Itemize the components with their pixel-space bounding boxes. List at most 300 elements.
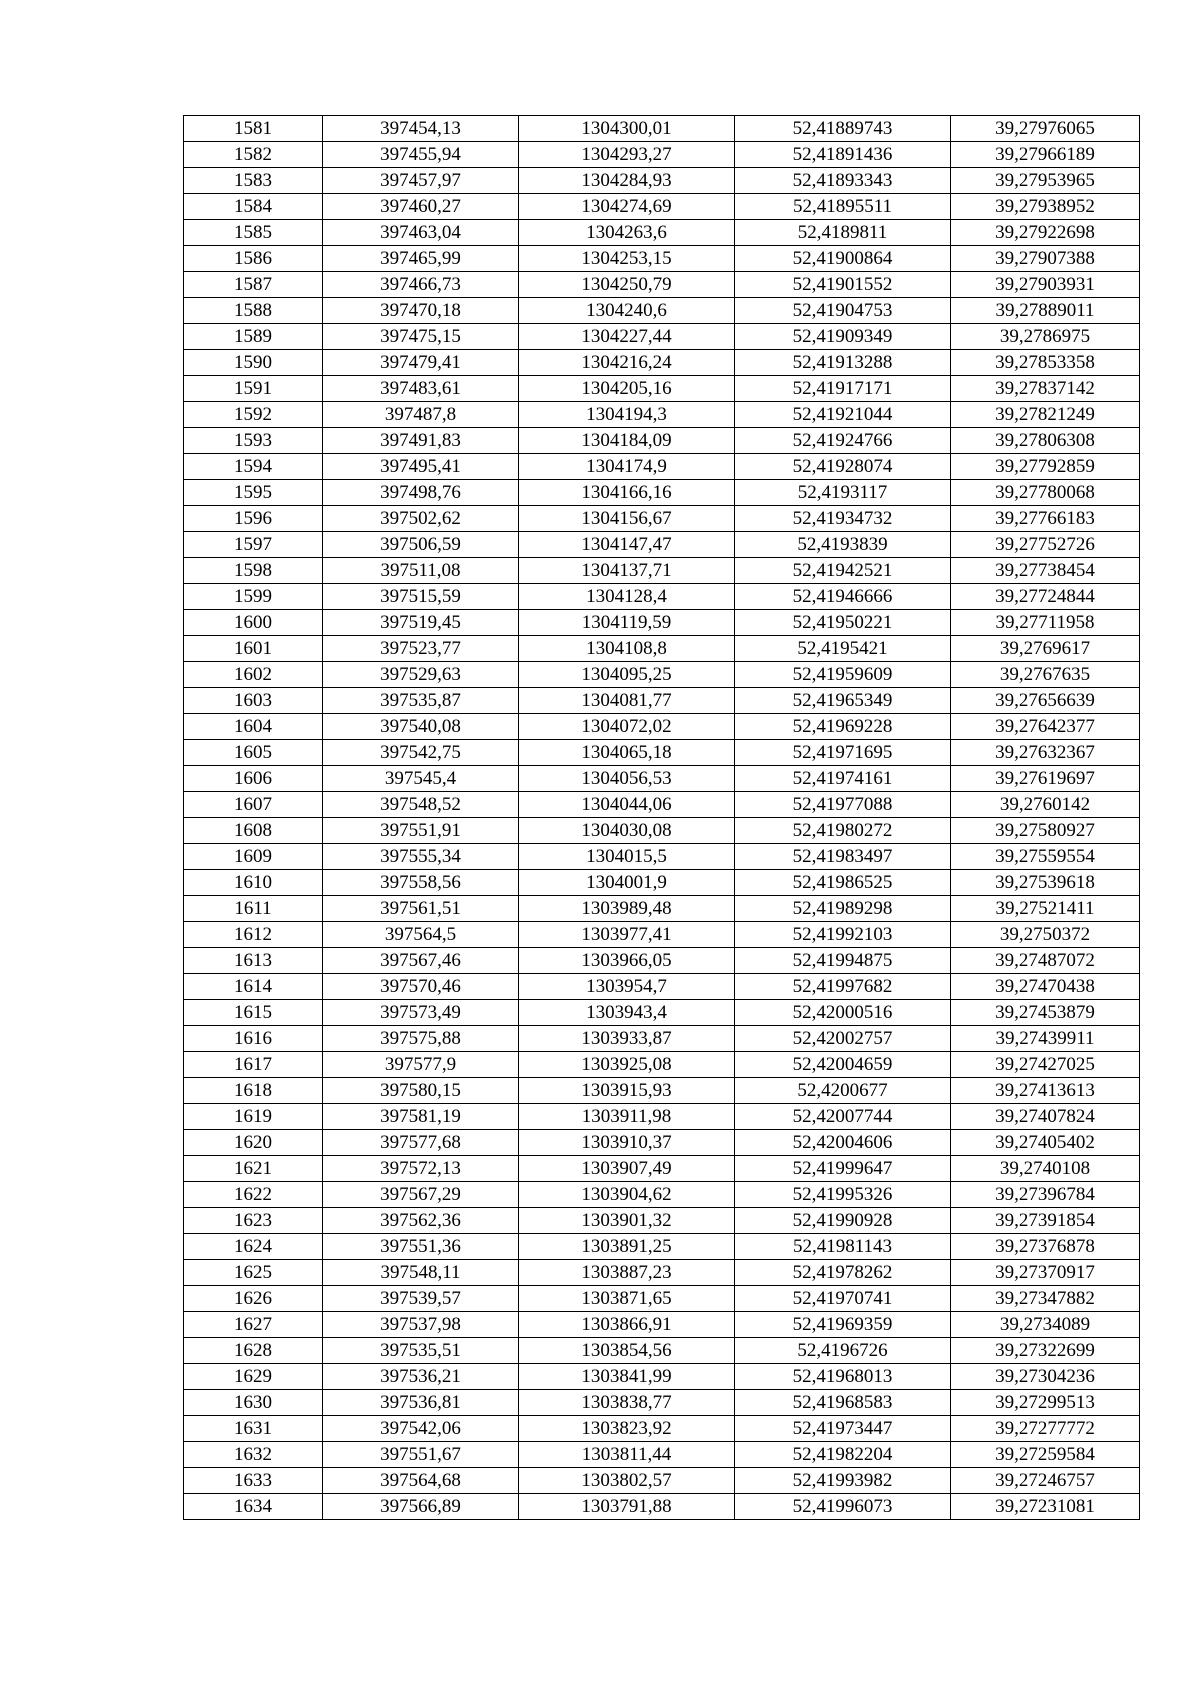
latitude-cell: 52,41997682 xyxy=(735,974,951,1000)
longitude-cell: 39,27427025 xyxy=(951,1052,1140,1078)
latitude-cell: 52,41993982 xyxy=(735,1468,951,1494)
latitude-cell: 52,4200677 xyxy=(735,1078,951,1104)
y-coordinate-cell: 1303811,44 xyxy=(519,1442,735,1468)
x-coordinate-cell: 397540,08 xyxy=(323,714,519,740)
latitude-cell: 52,41950221 xyxy=(735,610,951,636)
latitude-cell: 52,41983497 xyxy=(735,844,951,870)
y-coordinate-cell: 1304156,67 xyxy=(519,506,735,532)
y-coordinate-cell: 1304293,27 xyxy=(519,142,735,168)
x-coordinate-cell: 397570,46 xyxy=(323,974,519,1000)
y-coordinate-cell: 1304240,6 xyxy=(519,298,735,324)
table-row xyxy=(184,1494,1140,1520)
point-number-cell: 1605 xyxy=(184,740,323,766)
longitude-cell: 39,27405402 xyxy=(951,1130,1140,1156)
point-number-cell: 1627 xyxy=(184,1312,323,1338)
y-coordinate-cell: 1304044,06 xyxy=(519,792,735,818)
longitude-cell: 39,2740108 xyxy=(951,1156,1140,1182)
latitude-cell: 52,41917171 xyxy=(735,376,951,402)
table-row xyxy=(184,480,1140,506)
table-row xyxy=(184,1000,1140,1026)
point-number-cell: 1612 xyxy=(184,922,323,948)
y-coordinate-cell: 1303977,41 xyxy=(519,922,735,948)
x-coordinate-cell: 397548,11 xyxy=(323,1260,519,1286)
y-coordinate-cell: 1304263,6 xyxy=(519,220,735,246)
longitude-cell: 39,27259584 xyxy=(951,1442,1140,1468)
y-coordinate-cell: 1304253,15 xyxy=(519,246,735,272)
longitude-cell: 39,27439911 xyxy=(951,1026,1140,1052)
point-number-cell: 1615 xyxy=(184,1000,323,1026)
point-number-cell: 1620 xyxy=(184,1130,323,1156)
x-coordinate-cell: 397511,08 xyxy=(323,558,519,584)
x-coordinate-cell: 397502,62 xyxy=(323,506,519,532)
table-row xyxy=(184,1234,1140,1260)
table-row xyxy=(184,220,1140,246)
point-number-cell: 1611 xyxy=(184,896,323,922)
table-row xyxy=(184,1104,1140,1130)
y-coordinate-cell: 1304081,77 xyxy=(519,688,735,714)
point-number-cell: 1610 xyxy=(184,870,323,896)
longitude-cell: 39,27407824 xyxy=(951,1104,1140,1130)
table-row xyxy=(184,948,1140,974)
table-row xyxy=(184,1078,1140,1104)
y-coordinate-cell: 1304166,16 xyxy=(519,480,735,506)
point-number-cell: 1607 xyxy=(184,792,323,818)
longitude-cell: 39,27470438 xyxy=(951,974,1140,1000)
table-row xyxy=(184,1338,1140,1364)
y-coordinate-cell: 1304216,24 xyxy=(519,350,735,376)
table-row xyxy=(184,1468,1140,1494)
longitude-cell: 39,27656639 xyxy=(951,688,1140,714)
latitude-cell: 52,41977088 xyxy=(735,792,951,818)
longitude-cell: 39,27539618 xyxy=(951,870,1140,896)
latitude-cell: 52,41994875 xyxy=(735,948,951,974)
longitude-cell: 39,27938952 xyxy=(951,194,1140,220)
point-number-cell: 1602 xyxy=(184,662,323,688)
table-row xyxy=(184,1364,1140,1390)
longitude-cell: 39,27370917 xyxy=(951,1260,1140,1286)
x-coordinate-cell: 397580,15 xyxy=(323,1078,519,1104)
latitude-cell: 52,41942521 xyxy=(735,558,951,584)
y-coordinate-cell: 1304072,02 xyxy=(519,714,735,740)
table-row xyxy=(184,896,1140,922)
latitude-cell: 52,41980272 xyxy=(735,818,951,844)
y-coordinate-cell: 1303910,37 xyxy=(519,1130,735,1156)
latitude-cell: 52,4195421 xyxy=(735,636,951,662)
point-number-cell: 1592 xyxy=(184,402,323,428)
latitude-cell: 52,41965349 xyxy=(735,688,951,714)
x-coordinate-cell: 397454,13 xyxy=(323,116,519,142)
table-row xyxy=(184,298,1140,324)
y-coordinate-cell: 1303907,49 xyxy=(519,1156,735,1182)
y-coordinate-cell: 1303904,62 xyxy=(519,1182,735,1208)
table-row xyxy=(184,740,1140,766)
y-coordinate-cell: 1303954,7 xyxy=(519,974,735,1000)
point-number-cell: 1628 xyxy=(184,1338,323,1364)
table-row xyxy=(184,1208,1140,1234)
x-coordinate-cell: 397564,68 xyxy=(323,1468,519,1494)
y-coordinate-cell: 1304015,5 xyxy=(519,844,735,870)
y-coordinate-cell: 1303887,23 xyxy=(519,1260,735,1286)
table-row xyxy=(184,662,1140,688)
latitude-cell: 52,41992103 xyxy=(735,922,951,948)
latitude-cell: 52,4193839 xyxy=(735,532,951,558)
y-coordinate-cell: 1303838,77 xyxy=(519,1390,735,1416)
y-coordinate-cell: 1304274,69 xyxy=(519,194,735,220)
y-coordinate-cell: 1304284,93 xyxy=(519,168,735,194)
x-coordinate-cell: 397519,45 xyxy=(323,610,519,636)
point-number-cell: 1624 xyxy=(184,1234,323,1260)
x-coordinate-cell: 397551,91 xyxy=(323,818,519,844)
y-coordinate-cell: 1303823,92 xyxy=(519,1416,735,1442)
point-number-cell: 1631 xyxy=(184,1416,323,1442)
y-coordinate-cell: 1304108,8 xyxy=(519,636,735,662)
x-coordinate-cell: 397572,13 xyxy=(323,1156,519,1182)
table-row xyxy=(184,1442,1140,1468)
table-row xyxy=(184,1052,1140,1078)
longitude-cell: 39,27711958 xyxy=(951,610,1140,636)
latitude-cell: 52,41981143 xyxy=(735,1234,951,1260)
x-coordinate-cell: 397562,36 xyxy=(323,1208,519,1234)
y-coordinate-cell: 1304137,71 xyxy=(519,558,735,584)
table-row xyxy=(184,142,1140,168)
latitude-cell: 52,41895511 xyxy=(735,194,951,220)
y-coordinate-cell: 1303791,88 xyxy=(519,1494,735,1520)
x-coordinate-cell: 397479,41 xyxy=(323,350,519,376)
longitude-cell: 39,27347882 xyxy=(951,1286,1140,1312)
y-coordinate-cell: 1303901,32 xyxy=(519,1208,735,1234)
point-number-cell: 1630 xyxy=(184,1390,323,1416)
latitude-cell: 52,42004659 xyxy=(735,1052,951,1078)
latitude-cell: 52,41986525 xyxy=(735,870,951,896)
latitude-cell: 52,41891436 xyxy=(735,142,951,168)
latitude-cell: 52,41901552 xyxy=(735,272,951,298)
latitude-cell: 52,41995326 xyxy=(735,1182,951,1208)
x-coordinate-cell: 397463,04 xyxy=(323,220,519,246)
latitude-cell: 52,4189811 xyxy=(735,220,951,246)
longitude-cell: 39,27792859 xyxy=(951,454,1140,480)
table-row xyxy=(184,1416,1140,1442)
latitude-cell: 52,41974161 xyxy=(735,766,951,792)
x-coordinate-cell: 397535,51 xyxy=(323,1338,519,1364)
point-number-cell: 1614 xyxy=(184,974,323,1000)
table-row xyxy=(184,870,1140,896)
x-coordinate-cell: 397548,52 xyxy=(323,792,519,818)
longitude-cell: 39,27632367 xyxy=(951,740,1140,766)
latitude-cell: 52,41996073 xyxy=(735,1494,951,1520)
table-row xyxy=(184,376,1140,402)
table-row xyxy=(184,272,1140,298)
longitude-cell: 39,27976065 xyxy=(951,116,1140,142)
table-row xyxy=(184,688,1140,714)
x-coordinate-cell: 397555,34 xyxy=(323,844,519,870)
longitude-cell: 39,27304236 xyxy=(951,1364,1140,1390)
y-coordinate-cell: 1304001,9 xyxy=(519,870,735,896)
point-number-cell: 1587 xyxy=(184,272,323,298)
longitude-cell: 39,27580927 xyxy=(951,818,1140,844)
point-number-cell: 1593 xyxy=(184,428,323,454)
table-row xyxy=(184,168,1140,194)
x-coordinate-cell: 397536,81 xyxy=(323,1390,519,1416)
table-row xyxy=(184,506,1140,532)
longitude-cell: 39,2769617 xyxy=(951,636,1140,662)
point-number-cell: 1625 xyxy=(184,1260,323,1286)
latitude-cell: 52,41982204 xyxy=(735,1442,951,1468)
table-row xyxy=(184,922,1140,948)
table-row xyxy=(184,350,1140,376)
longitude-cell: 39,27738454 xyxy=(951,558,1140,584)
y-coordinate-cell: 1303854,56 xyxy=(519,1338,735,1364)
latitude-cell: 52,41999647 xyxy=(735,1156,951,1182)
x-coordinate-cell: 397573,49 xyxy=(323,1000,519,1026)
latitude-cell: 52,41889743 xyxy=(735,116,951,142)
table-row xyxy=(184,324,1140,350)
x-coordinate-cell: 397498,76 xyxy=(323,480,519,506)
latitude-cell: 52,41971695 xyxy=(735,740,951,766)
y-coordinate-cell: 1303841,99 xyxy=(519,1364,735,1390)
point-number-cell: 1590 xyxy=(184,350,323,376)
longitude-cell: 39,27922698 xyxy=(951,220,1140,246)
y-coordinate-cell: 1304227,44 xyxy=(519,324,735,350)
latitude-cell: 52,41900864 xyxy=(735,246,951,272)
longitude-cell: 39,27453879 xyxy=(951,1000,1140,1026)
y-coordinate-cell: 1304065,18 xyxy=(519,740,735,766)
latitude-cell: 52,41934732 xyxy=(735,506,951,532)
x-coordinate-cell: 397475,15 xyxy=(323,324,519,350)
table-row xyxy=(184,714,1140,740)
table-row xyxy=(184,454,1140,480)
y-coordinate-cell: 1304147,47 xyxy=(519,532,735,558)
latitude-cell: 52,41970741 xyxy=(735,1286,951,1312)
x-coordinate-cell: 397455,94 xyxy=(323,142,519,168)
x-coordinate-cell: 397567,46 xyxy=(323,948,519,974)
y-coordinate-cell: 1304184,09 xyxy=(519,428,735,454)
table-row xyxy=(184,1390,1140,1416)
point-number-cell: 1617 xyxy=(184,1052,323,1078)
latitude-cell: 52,41913288 xyxy=(735,350,951,376)
point-number-cell: 1594 xyxy=(184,454,323,480)
y-coordinate-cell: 1304194,3 xyxy=(519,402,735,428)
point-number-cell: 1634 xyxy=(184,1494,323,1520)
table-row xyxy=(184,428,1140,454)
longitude-cell: 39,27391854 xyxy=(951,1208,1140,1234)
point-number-cell: 1608 xyxy=(184,818,323,844)
y-coordinate-cell: 1304128,4 xyxy=(519,584,735,610)
point-number-cell: 1597 xyxy=(184,532,323,558)
latitude-cell: 52,41968013 xyxy=(735,1364,951,1390)
longitude-cell: 39,27889011 xyxy=(951,298,1140,324)
longitude-cell: 39,27642377 xyxy=(951,714,1140,740)
table-row xyxy=(184,1260,1140,1286)
latitude-cell: 52,41924766 xyxy=(735,428,951,454)
x-coordinate-cell: 397483,61 xyxy=(323,376,519,402)
latitude-cell: 52,41969228 xyxy=(735,714,951,740)
point-number-cell: 1626 xyxy=(184,1286,323,1312)
x-coordinate-cell: 397542,06 xyxy=(323,1416,519,1442)
x-coordinate-cell: 397551,36 xyxy=(323,1234,519,1260)
longitude-cell: 39,2734089 xyxy=(951,1312,1140,1338)
x-coordinate-cell: 397581,19 xyxy=(323,1104,519,1130)
point-number-cell: 1584 xyxy=(184,194,323,220)
longitude-cell: 39,27277772 xyxy=(951,1416,1140,1442)
point-number-cell: 1629 xyxy=(184,1364,323,1390)
point-number-cell: 1601 xyxy=(184,636,323,662)
table-row xyxy=(184,844,1140,870)
x-coordinate-cell: 397460,27 xyxy=(323,194,519,220)
longitude-cell: 39,2786975 xyxy=(951,324,1140,350)
longitude-cell: 39,27487072 xyxy=(951,948,1140,974)
x-coordinate-cell: 397542,75 xyxy=(323,740,519,766)
x-coordinate-cell: 397465,99 xyxy=(323,246,519,272)
longitude-cell: 39,27396784 xyxy=(951,1182,1140,1208)
table-row xyxy=(184,116,1140,142)
x-coordinate-cell: 397537,98 xyxy=(323,1312,519,1338)
point-number-cell: 1581 xyxy=(184,116,323,142)
latitude-cell: 52,41978262 xyxy=(735,1260,951,1286)
latitude-cell: 52,41969359 xyxy=(735,1312,951,1338)
point-number-cell: 1598 xyxy=(184,558,323,584)
point-number-cell: 1583 xyxy=(184,168,323,194)
latitude-cell: 52,41946666 xyxy=(735,584,951,610)
x-coordinate-cell: 397487,8 xyxy=(323,402,519,428)
y-coordinate-cell: 1303989,48 xyxy=(519,896,735,922)
y-coordinate-cell: 1303891,25 xyxy=(519,1234,735,1260)
point-number-cell: 1621 xyxy=(184,1156,323,1182)
point-number-cell: 1622 xyxy=(184,1182,323,1208)
longitude-cell: 39,27231081 xyxy=(951,1494,1140,1520)
table-row xyxy=(184,1026,1140,1052)
x-coordinate-cell: 397495,41 xyxy=(323,454,519,480)
latitude-cell: 52,4196726 xyxy=(735,1338,951,1364)
longitude-cell: 39,27521411 xyxy=(951,896,1140,922)
longitude-cell: 39,27766183 xyxy=(951,506,1140,532)
y-coordinate-cell: 1303966,05 xyxy=(519,948,735,974)
point-number-cell: 1600 xyxy=(184,610,323,636)
y-coordinate-cell: 1304095,25 xyxy=(519,662,735,688)
x-coordinate-cell: 397466,73 xyxy=(323,272,519,298)
table-row xyxy=(184,818,1140,844)
y-coordinate-cell: 1303866,91 xyxy=(519,1312,735,1338)
x-coordinate-cell: 397577,68 xyxy=(323,1130,519,1156)
x-coordinate-cell: 397470,18 xyxy=(323,298,519,324)
y-coordinate-cell: 1303933,87 xyxy=(519,1026,735,1052)
longitude-cell: 39,27821249 xyxy=(951,402,1140,428)
table-row xyxy=(184,246,1140,272)
latitude-cell: 52,41990928 xyxy=(735,1208,951,1234)
point-number-cell: 1618 xyxy=(184,1078,323,1104)
point-number-cell: 1591 xyxy=(184,376,323,402)
point-number-cell: 1586 xyxy=(184,246,323,272)
point-number-cell: 1616 xyxy=(184,1026,323,1052)
point-number-cell: 1609 xyxy=(184,844,323,870)
longitude-cell: 39,27413613 xyxy=(951,1078,1140,1104)
table-row xyxy=(184,532,1140,558)
x-coordinate-cell: 397558,56 xyxy=(323,870,519,896)
latitude-cell: 52,41968583 xyxy=(735,1390,951,1416)
latitude-cell: 52,41921044 xyxy=(735,402,951,428)
point-number-cell: 1604 xyxy=(184,714,323,740)
point-number-cell: 1623 xyxy=(184,1208,323,1234)
y-coordinate-cell: 1304030,08 xyxy=(519,818,735,844)
table-row xyxy=(184,792,1140,818)
table-row xyxy=(184,1312,1140,1338)
point-number-cell: 1599 xyxy=(184,584,323,610)
longitude-cell: 39,27903931 xyxy=(951,272,1140,298)
longitude-cell: 39,27806308 xyxy=(951,428,1140,454)
longitude-cell: 39,27322699 xyxy=(951,1338,1140,1364)
x-coordinate-cell: 397561,51 xyxy=(323,896,519,922)
x-coordinate-cell: 397567,29 xyxy=(323,1182,519,1208)
longitude-cell: 39,2760142 xyxy=(951,792,1140,818)
x-coordinate-cell: 397577,9 xyxy=(323,1052,519,1078)
latitude-cell: 52,42002757 xyxy=(735,1026,951,1052)
longitude-cell: 39,2750372 xyxy=(951,922,1140,948)
y-coordinate-cell: 1303802,57 xyxy=(519,1468,735,1494)
latitude-cell: 52,41904753 xyxy=(735,298,951,324)
longitude-cell: 39,27559554 xyxy=(951,844,1140,870)
point-number-cell: 1606 xyxy=(184,766,323,792)
point-number-cell: 1595 xyxy=(184,480,323,506)
point-number-cell: 1613 xyxy=(184,948,323,974)
y-coordinate-cell: 1304250,79 xyxy=(519,272,735,298)
point-number-cell: 1633 xyxy=(184,1468,323,1494)
x-coordinate-cell: 397566,89 xyxy=(323,1494,519,1520)
point-number-cell: 1585 xyxy=(184,220,323,246)
y-coordinate-cell: 1304174,9 xyxy=(519,454,735,480)
latitude-cell: 52,41909349 xyxy=(735,324,951,350)
point-number-cell: 1619 xyxy=(184,1104,323,1130)
table-row xyxy=(184,194,1140,220)
x-coordinate-cell: 397506,59 xyxy=(323,532,519,558)
longitude-cell: 39,27907388 xyxy=(951,246,1140,272)
longitude-cell: 39,27780068 xyxy=(951,480,1140,506)
coordinates-table-body xyxy=(184,116,1140,1520)
longitude-cell: 39,27953965 xyxy=(951,168,1140,194)
table-row xyxy=(184,974,1140,1000)
coordinates-table xyxy=(183,115,1140,1520)
longitude-cell: 39,27853358 xyxy=(951,350,1140,376)
table-row xyxy=(184,636,1140,662)
table-row xyxy=(184,1286,1140,1312)
y-coordinate-cell: 1303943,4 xyxy=(519,1000,735,1026)
table-row xyxy=(184,1130,1140,1156)
table-row xyxy=(184,766,1140,792)
point-number-cell: 1582 xyxy=(184,142,323,168)
latitude-cell: 52,41989298 xyxy=(735,896,951,922)
latitude-cell: 52,42007744 xyxy=(735,1104,951,1130)
table-row xyxy=(184,558,1140,584)
y-coordinate-cell: 1303871,65 xyxy=(519,1286,735,1312)
latitude-cell: 52,42000516 xyxy=(735,1000,951,1026)
longitude-cell: 39,27299513 xyxy=(951,1390,1140,1416)
table-row xyxy=(184,402,1140,428)
x-coordinate-cell: 397545,4 xyxy=(323,766,519,792)
x-coordinate-cell: 397457,97 xyxy=(323,168,519,194)
y-coordinate-cell: 1304205,16 xyxy=(519,376,735,402)
longitude-cell: 39,27752726 xyxy=(951,532,1140,558)
x-coordinate-cell: 397564,5 xyxy=(323,922,519,948)
latitude-cell: 52,41959609 xyxy=(735,662,951,688)
y-coordinate-cell: 1303915,93 xyxy=(519,1078,735,1104)
longitude-cell: 39,2767635 xyxy=(951,662,1140,688)
table-row xyxy=(184,1156,1140,1182)
y-coordinate-cell: 1304300,01 xyxy=(519,116,735,142)
y-coordinate-cell: 1303925,08 xyxy=(519,1052,735,1078)
y-coordinate-cell: 1304056,53 xyxy=(519,766,735,792)
point-number-cell: 1596 xyxy=(184,506,323,532)
x-coordinate-cell: 397575,88 xyxy=(323,1026,519,1052)
longitude-cell: 39,27246757 xyxy=(951,1468,1140,1494)
latitude-cell: 52,41928074 xyxy=(735,454,951,480)
